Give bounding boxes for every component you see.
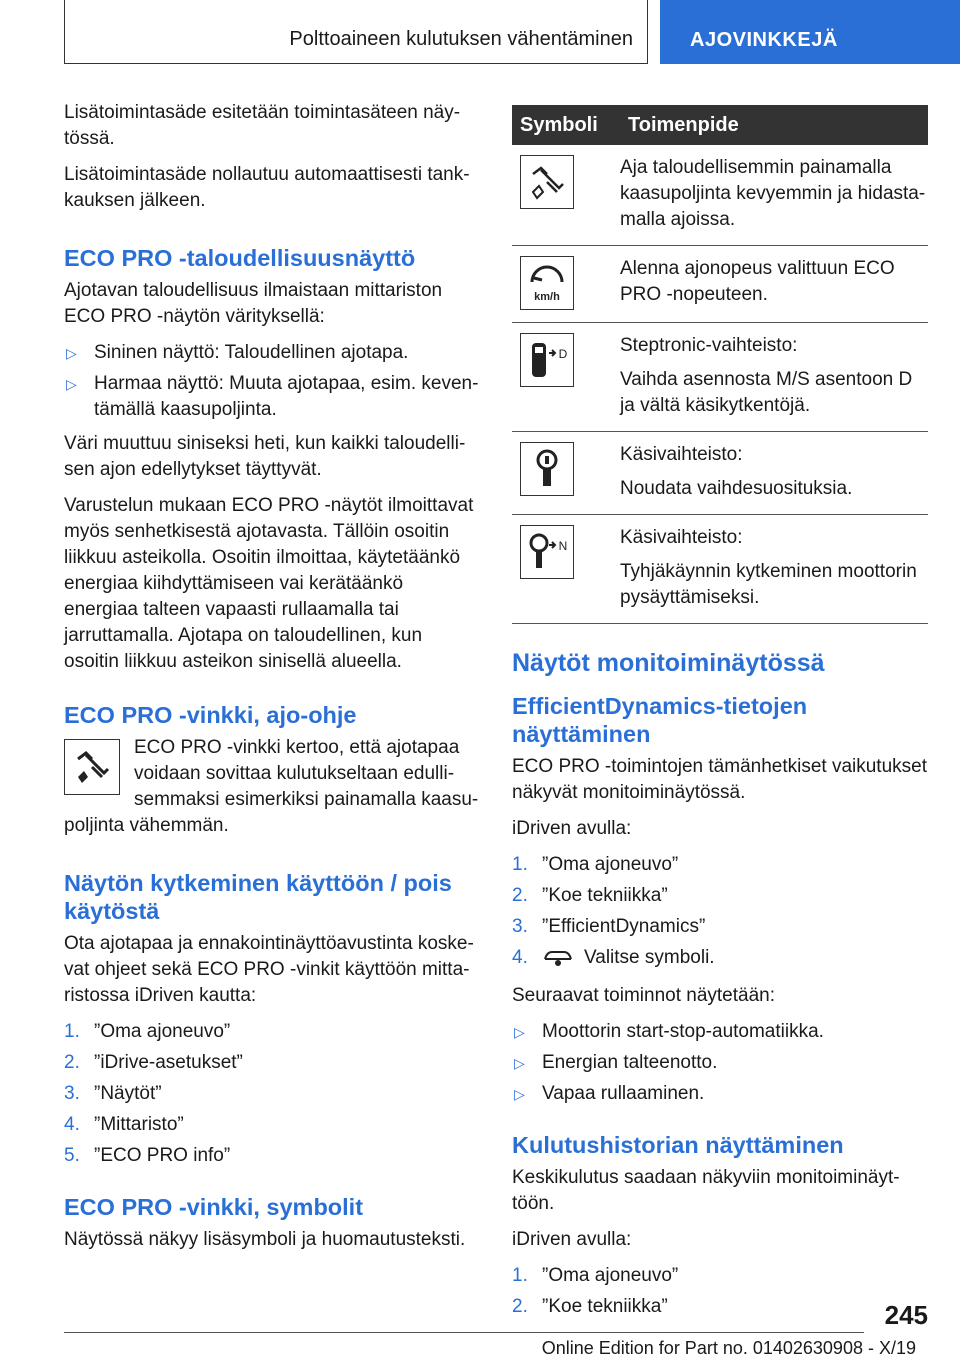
- history-steps-list: [512, 1263, 928, 1320]
- triangle-bullet-icon: ▷: [514, 1086, 525, 1102]
- action-cell: [620, 145, 928, 246]
- right-column: [512, 103, 928, 1328]
- list-item: [512, 883, 928, 909]
- action-cell: [620, 432, 928, 515]
- eco-tip-text: ECO PRO ‑vinkki kertoo, että ajotapaa voidaan sovittaa kulutukseltaan edullisemmaksi esimerkiksi painamalla kaasupoljinta vähemmän.: [64, 737, 479, 836]
- car-efficiency-icon: [542, 947, 574, 975]
- footer-edition-text: Online Edition for Part no. 01402630908 - X/19: [541, 1338, 916, 1358]
- list-item: [512, 945, 928, 975]
- list-item: [512, 1294, 928, 1320]
- triangle-bullet-icon: ▷: [514, 1024, 525, 1040]
- monitor-heading: Näytöt monitoiminäytössä: [512, 649, 825, 677]
- triangle-bullet-icon: ▷: [514, 1055, 525, 1071]
- step-text: ”EfficientDynamics”: [542, 916, 706, 937]
- intro-paragraph-2: Lisätoimintasäde nollautuu automaattisesti tankkauksen jälkeen.: [64, 164, 470, 211]
- step-number: 4.: [512, 947, 528, 968]
- list-item-text: Sininen näyttö: Taloudellinen ajotapa.: [94, 342, 409, 363]
- pedal-foot-icon: [520, 155, 574, 209]
- list-item: [64, 340, 479, 366]
- action-text: Alenna ajonopeus valittuun ECO PRO ‑nopeuteen.: [620, 258, 895, 305]
- step-number: 3.: [64, 1083, 80, 1104]
- list-item: [64, 1019, 479, 1045]
- list-item-text: Vapaa rullaaminen.: [542, 1083, 705, 1104]
- history-heading: Kulutushistorian näyttäminen: [512, 1132, 844, 1158]
- symbol-cell: [512, 323, 620, 432]
- list-item-text: Harmaa näyttö: Muuta ajotapaa, esim. keventämällä kaasupoljinta.: [94, 373, 479, 420]
- action-text: Noudata vaihdesuosituksia.: [620, 478, 853, 499]
- list-item-text: Moottorin start‑stop‑automatiikka.: [542, 1021, 824, 1042]
- action-cell: [620, 515, 928, 624]
- table-row: [512, 432, 928, 515]
- symbols-heading: ECO PRO ‑vinkki, symbolit: [64, 1194, 364, 1220]
- list-item: [512, 1019, 928, 1045]
- list-item: [64, 1050, 479, 1076]
- step-number: 1.: [64, 1021, 80, 1042]
- monitor-paragraph-1: ECO PRO ‑toimintojen tämänhetkiset vaikutukset näkyvät monitoiminäytössä.: [512, 756, 928, 803]
- list-item: [64, 1112, 479, 1138]
- gear-lever-d-icon: [520, 333, 574, 387]
- step-number: 2.: [512, 885, 528, 906]
- symbol-cell: [512, 515, 620, 624]
- list-item: [512, 914, 928, 940]
- eco-display-bullet-list: [64, 340, 479, 423]
- history-paragraph-1: Keskikulutus saadaan näkyviin monitoiminäyttöön.: [512, 1167, 900, 1214]
- header-section-title-box: [64, 0, 648, 64]
- list-item: [64, 371, 479, 423]
- table-row: [512, 323, 928, 432]
- monitor-steps-list: [512, 852, 928, 975]
- left-column: [64, 100, 479, 1263]
- footer-divider: [64, 1332, 864, 1333]
- step-text: ”Oma ajoneuvo”: [542, 854, 679, 875]
- table-header-row: [512, 105, 928, 145]
- monitor-paragraph-3: Seuraavat toiminnot näytetään:: [512, 985, 776, 1006]
- step-text: ”Oma ajoneuvo”: [94, 1021, 231, 1042]
- table-row: [512, 145, 928, 246]
- table-row: [512, 515, 928, 624]
- eco-display-paragraph-1: Ajotavan taloudellisuus ilmaistaan mittariston ECO PRO ‑näytön värityksellä:: [64, 280, 443, 327]
- action-text: Tyhjäkäynnin kytkeminen moottorin pysäyttämiseksi.: [620, 561, 917, 608]
- step-text: ”Koe tekniikka”: [542, 1296, 668, 1317]
- list-item: [512, 852, 928, 878]
- eco-display-paragraph-3: Varustelun mukaan ECO PRO ‑näytöt ilmoittavat myös senhetkisestä ajotavasta. Tällöin osoitin liikkuu asteikolla. Osoitin ilmoittaa, käytetäänkö energiaa kiihdyttämiseen vai kerätäänkö energiaa talteen vapaasti rullaamalla tai jarruttamalla. Ajotapa on taloudellinen, kun osoitin liikkuu asteikon sinisellä alueella.: [64, 495, 474, 672]
- step-text: ”ECO PRO info”: [94, 1145, 231, 1166]
- monitor-bullet-list: [512, 1019, 928, 1107]
- toggle-heading: Näytön kytkeminen käyttöön / pois käytöstä: [64, 870, 452, 924]
- header-chapter-label: AJOVINKKEJÄ: [690, 29, 838, 51]
- pedal-foot-icon: [64, 739, 120, 795]
- column-header-symbol: Symboli: [512, 105, 620, 145]
- step-text: ”iDrive‑asetukset”: [94, 1052, 243, 1073]
- step-text: ”Mittaristo”: [94, 1114, 184, 1135]
- step-text: ”Oma ajoneuvo”: [542, 1265, 679, 1286]
- speedometer-kmh-icon: [520, 256, 574, 310]
- gear-knob-n-icon: [520, 525, 574, 579]
- symbol-cell: [512, 432, 620, 515]
- toggle-paragraph: Ota ajotapaa ja ennakointinäyttöavustinta koskevat ohjeet sekä ECO PRO ‑vinkit käyttöön mittaristossa iDriven kautta:: [64, 933, 474, 1006]
- svg-text:N: N: [558, 539, 568, 553]
- svg-text:km/h: km/h: [534, 291, 560, 303]
- triangle-bullet-icon: ▷: [66, 376, 77, 392]
- column-header-action: Toimenpide: [620, 105, 928, 145]
- list-item-text: Energian talteenotto.: [542, 1052, 718, 1073]
- list-item: [64, 1081, 479, 1107]
- step-number: 3.: [512, 916, 528, 937]
- header-chapter-tab[interactable]: [660, 0, 960, 64]
- eco-tip-heading: ECO PRO ‑vinkki, ajo‑ohje: [64, 702, 357, 728]
- step-number: 4.: [64, 1114, 80, 1135]
- step-text: Valitse symboli.: [584, 947, 715, 968]
- action-text: Vaihda asennosta M/S asentoon D ja vältä käsikytkentöjä.: [620, 369, 913, 416]
- monitor-sub-heading: EfficientDynamics‑tietojen näyttäminen: [512, 693, 808, 747]
- step-number: 1.: [512, 1265, 528, 1286]
- list-item: [512, 1050, 928, 1076]
- symbols-table: [512, 105, 928, 624]
- history-paragraph-2: iDriven avulla:: [512, 1229, 632, 1250]
- monitor-paragraph-2: iDriven avulla:: [512, 818, 632, 839]
- action-cell: [620, 323, 928, 432]
- symbol-cell: [512, 145, 620, 246]
- page-number: 245: [884, 1300, 928, 1330]
- list-item: [512, 1263, 928, 1289]
- step-text: ”Koe tekniikka”: [542, 885, 668, 906]
- step-text: ”Näytöt”: [94, 1083, 162, 1104]
- action-text: Steptronic‑vaihteisto:: [620, 335, 798, 356]
- eco-display-heading: ECO PRO ‑taloudellisuusnäyttö: [64, 245, 416, 271]
- intro-paragraph-1: Lisätoimintasäde esitetään toimintasäteen näytössä.: [64, 102, 461, 149]
- eco-display-paragraph-2: Väri muuttuu siniseksi heti, kun kaikki taloudellisen ajon edellytykset täyttyvät.: [64, 433, 466, 480]
- symbols-paragraph: Näytössä näkyy lisäsymboli ja huomautusteksti.: [64, 1229, 466, 1250]
- symbol-cell: [512, 246, 620, 323]
- toggle-steps-list: [64, 1019, 479, 1169]
- list-item: [64, 1143, 479, 1169]
- step-number: 1.: [512, 854, 528, 875]
- gear-knob-icon: [520, 442, 574, 496]
- step-number: 2.: [512, 1296, 528, 1317]
- list-item: [512, 1081, 928, 1107]
- step-number: 5.: [64, 1145, 80, 1166]
- header-section-title: Polttoaineen kulutuksen vähentäminen: [289, 28, 633, 50]
- triangle-bullet-icon: ▷: [66, 345, 77, 361]
- action-text: Aja taloudellisemmin painamalla kaasupoljinta kevyemmin ja hidastamalla ajoissa.: [620, 157, 926, 230]
- action-text: Käsivaihteisto:: [620, 527, 743, 548]
- step-number: 2.: [64, 1052, 80, 1073]
- action-cell: [620, 246, 928, 323]
- eco-tip-block: [64, 735, 479, 839]
- action-text: Käsivaihteisto:: [620, 444, 743, 465]
- table-row: [512, 246, 928, 323]
- svg-text:D: D: [558, 347, 568, 361]
